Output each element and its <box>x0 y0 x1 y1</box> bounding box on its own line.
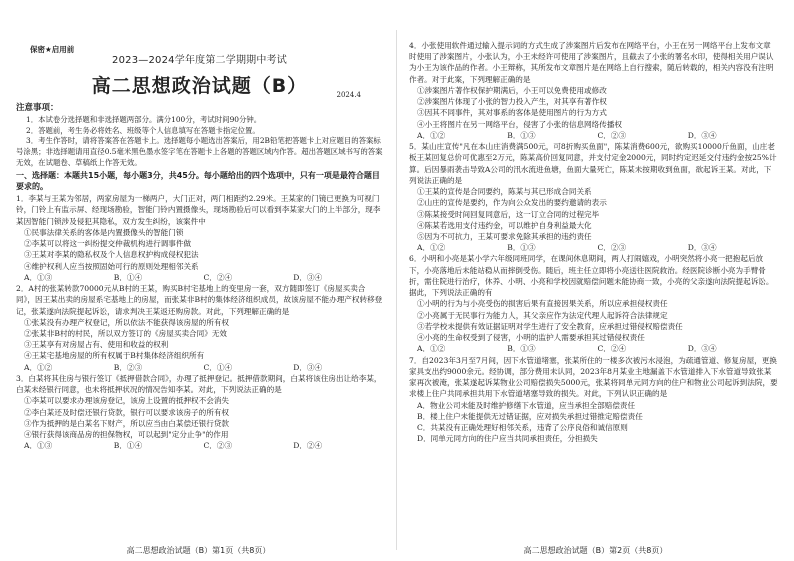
answer-choice: A．①② <box>24 362 53 372</box>
answer-choice: D．③④ <box>687 344 717 354</box>
question-4-option: ②涉案图片体现了小张的智力投入产生，对其享有著作权 <box>417 97 607 107</box>
question-5-option: ④陈某若选用支付违约金，可以维护自身利益最大化 <box>417 220 592 230</box>
question-4-option: ④小王将图片在另一网络平台，侵害了小张的信息网络传播权 <box>417 119 623 129</box>
answer-choice: A．①② <box>417 130 446 140</box>
answer-choice: C．②④ <box>597 344 627 354</box>
question-7-option: A．物业公司未能及时维护修缮下水管道，应当承担全部赔偿责任 <box>417 400 636 410</box>
question-5-option: ⑤因为不可抗力，王某可要求免除其承担的违约责任 <box>417 231 592 241</box>
answer-choice: C．②③ <box>597 130 627 140</box>
question-3: 3．白某将其住房与银行签订《抵押借款合同》，办理了抵押登记。抵押借款期间，白某将该住房出让给李某，白某未经银行同意，也未将抵押状况的情况告知李某。对此，下列说法正确的是 <box>16 373 382 395</box>
question-5-answers <box>409 242 778 253</box>
answer-choice: B．①④ <box>113 272 143 282</box>
page-footer: 高二思想政治试题（B）第1页（共8页） <box>126 546 271 556</box>
question-2-option: ②张某非B村的村民，所以双方签订的《房屋买卖合同》无效 <box>24 328 228 338</box>
main-title: 高二思想政治试题（B） <box>91 74 308 97</box>
answer-choice: B．②③ <box>113 362 143 372</box>
answer-choice: D．③④ <box>293 272 323 282</box>
answer-choice: D．②④ <box>293 441 323 451</box>
question-7-option: D．同单元同方向的住户应当共同承担责任，分担损失 <box>417 434 598 444</box>
question-7-option: C．共某没有正确处理好相邻关系，违背了公序良俗和诚信原则 <box>417 422 628 432</box>
question-1: 1．李某与王某为邻居，两家房屋为一梯两户，大门正对，两门相距约2.29米。王某家的门镜已更换为可视门铃，门铃上有监示屏、经现场勘验，智能门铃内置摄像头，现场勘验后可以看到李某家大门的上半部分，现李某因智能门锁涉及侵犯其隐私，双方发生纠纷，该案件中 <box>16 194 381 226</box>
question-4: 4．小张使用软件通过输入提示词的方式生成了涉案图片后发布在网络平台，小王在另一网络平台上发布文章时使用了涉案图片，小张认为，小王未经许可使用了涉案图片，且截去了小张的署名水印，使得相关用户误认为小王为该作品的作者。小王辩称，其所发布文章图片是在网络上自行搜索，随后转载的，相关内容没有注明作者。对于此案，下列理解正确的是 <box>409 41 774 84</box>
question-5-option: ③陈某接受时间回复同意后，这一订立合同的过程完毕 <box>417 209 600 219</box>
question-3-answers <box>16 440 383 451</box>
right-page <box>397 0 794 561</box>
question-5-option: ①王某的宣传是合同要约，陈某与其已形成合同关系 <box>417 187 592 197</box>
answer-choice: A．①② <box>417 344 446 354</box>
answer-choice: B．①③ <box>507 243 536 253</box>
answer-choice: C．①④ <box>203 362 233 372</box>
page-footer: 高二思想政治试题（B）第2页（共8页） <box>523 546 668 556</box>
question-2-option: ③王某享有对房屋占有、使用和收益的权利 <box>24 340 169 350</box>
question-4-answers <box>409 130 778 141</box>
answer-choice: A．①② <box>417 243 446 253</box>
answer-choice: A．①③ <box>24 272 53 282</box>
question-6-option: ②小亮属于无民事行为能力人，其父亲应作为法定代理人起诉符合法律规定 <box>417 310 668 320</box>
answer-choice: B．①③ <box>507 344 536 354</box>
question-2-answers <box>16 362 383 373</box>
answer-choice: C．②④ <box>203 272 233 282</box>
question-3-option: ①李某可以要求办理该房登记，该房上设置的抵押权不会消失 <box>24 396 230 406</box>
section-heading: 一、选择题：本题共15小题，每小题3分，共45分。每小题给出的四个选项中，只有一项是最符合题目要求的。 <box>16 170 380 192</box>
notice-list <box>16 115 383 169</box>
answer-choice: C．②③ <box>597 243 627 253</box>
question-6-option: ④小亮的生命权受到了侵害，小明的监护人需要承担其过错侵权责任 <box>417 333 645 343</box>
question-3-option: ②李白某还及时偿还银行贷款，银行可以要求该房子的所有权 <box>24 407 230 417</box>
answer-choice: B．①③ <box>507 130 536 140</box>
answer-choice: C．②③ <box>203 441 233 451</box>
answer-choice: D．③④ <box>293 362 323 372</box>
question-1-option: ②李某可以将这一纠纷提交仲裁机构进行调事件做 <box>24 239 192 249</box>
question-7-option: B．楼上住户未能提供无过错证据，应对损失承担过错推定赔偿责任 <box>417 411 643 421</box>
question-3-option: ④银行获得该商品房的担保物权，可以起到"定分止争"的作用 <box>24 430 229 440</box>
question-4-option: ①涉案图片著作权保护期满后，小王可以免费使用或修改 <box>417 85 607 95</box>
question-5: 5．某山庄宣传"凡在本山庄消费满500元，可8折购买鱼面"，陈某消费600元，欲购买10000斤鱼面，山庄老板王某回复总价可优惠至2万元，陈某高价回复同意，并支付定金2000元，同时约定迟延交付违约金按25%计算。后因暴雨袭击导致A公司的汛水流进鱼塘，鱼面大量死亡，陈某未按期收到鱼面，欲起诉王某。对此，下列说法正确的是 <box>409 142 777 185</box>
question-2-option: ④王某宅基地房屋的所有权属于B村集体经济组织所有 <box>24 351 205 361</box>
question-6: 6．小明和小亮是某小学六年级同班同学，在课间休息期间，两人打闹嬉戏，小明突然将小亮一把抱起后放下，小亮落地后未能站稳从而摔倒受伤。随后，班主任立即将小亮送往医院救治。经医院诊断小亮为手臂骨折，需住院进行治疗，休养、小明、小亮和学校因就赔偿问题未能协商一致，小亮的父亲遂向法院提起诉讼。据此，下列说法正确的有 <box>409 254 774 298</box>
notice-title: 注意事项： <box>16 103 59 114</box>
question-1-option: ①民事法律关系的客体是内置摄像头的智能门锁 <box>24 227 184 237</box>
question-3-option: ③作为抵押的是白某名下财产，所以应当由白某偿还银行贷款 <box>24 418 230 428</box>
question-2: 2．A村的张某转款70000元从B村的王某，购买B村宅基地上的变里房一套，双方随即签订《房屋买卖合同》，因王某出卖的房屋系宅基地上的房屋，而张某非B村的集体经济组织成员，故该房屋不能办理产权转移登记，张某遂向法院提起诉讼，请求判决王某返还购房款。对此，下列理解正确的是 <box>16 284 383 316</box>
question-2-option: ①张某没有办理产权登记，所以依法不能获得该房屋的所有权 <box>24 317 230 327</box>
question-4-option: ③因其不同事件，其对事系的客体是使用图片的行为方式 <box>417 108 607 118</box>
question-1-answers <box>16 272 383 283</box>
answer-choice: D．③④ <box>687 130 717 140</box>
notice-item: 1．本试卷分选择题和非选择题两部分。满分100分，考试时间90分钟。 <box>26 114 262 124</box>
answer-choice: D．③④ <box>687 243 717 253</box>
exam-date: 2024.4 <box>336 90 361 99</box>
question-6-option: ③若学校未提供有效证据证明对学生进行了安全教育，应承担过错侵权赔偿责任 <box>417 321 683 331</box>
question-5-option: ②山庄的宣传是要约，作为向公众发出的要约邀请的表示 <box>417 198 607 208</box>
question-1-option: ④维护权利人应当按照固始可行的原则处理相邻关系 <box>24 261 199 271</box>
answer-choice: B．①④ <box>113 441 143 451</box>
notice-item: 3．考生作答时，请将答案答在答题卡上。选择题每小题选出答案后，用2B铅笔把答题卡上对应题目的答案标号涂黑；非选择题请用直径0.5毫米黑色墨水签字笔在答题卡上各题的答题区域内作答。超出答题区域书写的答案无效，在试题卷、草稿纸上作答无效。 <box>16 136 383 167</box>
notice-item: 2．答题前，考生务必将姓名、班级等个人信息填写在答题卡指定位置。 <box>26 125 260 135</box>
question-6-answers <box>409 343 778 354</box>
question-6-option: ①小明的行为与小亮受伤的损害后果有直接因果关系，所以应承担侵权责任 <box>417 299 668 309</box>
secret-label: 保密★启用前 <box>30 45 75 54</box>
question-7: 7．自2023年3月至7月间，因下水管道堵塞，张某所住的一楼多次被污水浸泡，为疏通管道、修复房屋，更换家具支出约9000余元。经协调，部分费用未认同，2023年8月某业主地漏盖下水管道排入下水管道导致张某家再次被淹，张某遂起诉某物业公司赔偿损失5000元，张某将同单元同方向的住户和物业公司起诉到法院，要求楼上住户共同承担共用下水管道堵塞导致的损失。对此，下列认识正确的是 <box>409 355 778 399</box>
exam-title: 2023—2024学年度第二学期期中考试 <box>112 55 287 66</box>
question-1-option: ③王某对李某的隐私权及个人信息权护构成侵权犯法 <box>24 250 199 260</box>
answer-choice: A．①③ <box>24 441 53 451</box>
